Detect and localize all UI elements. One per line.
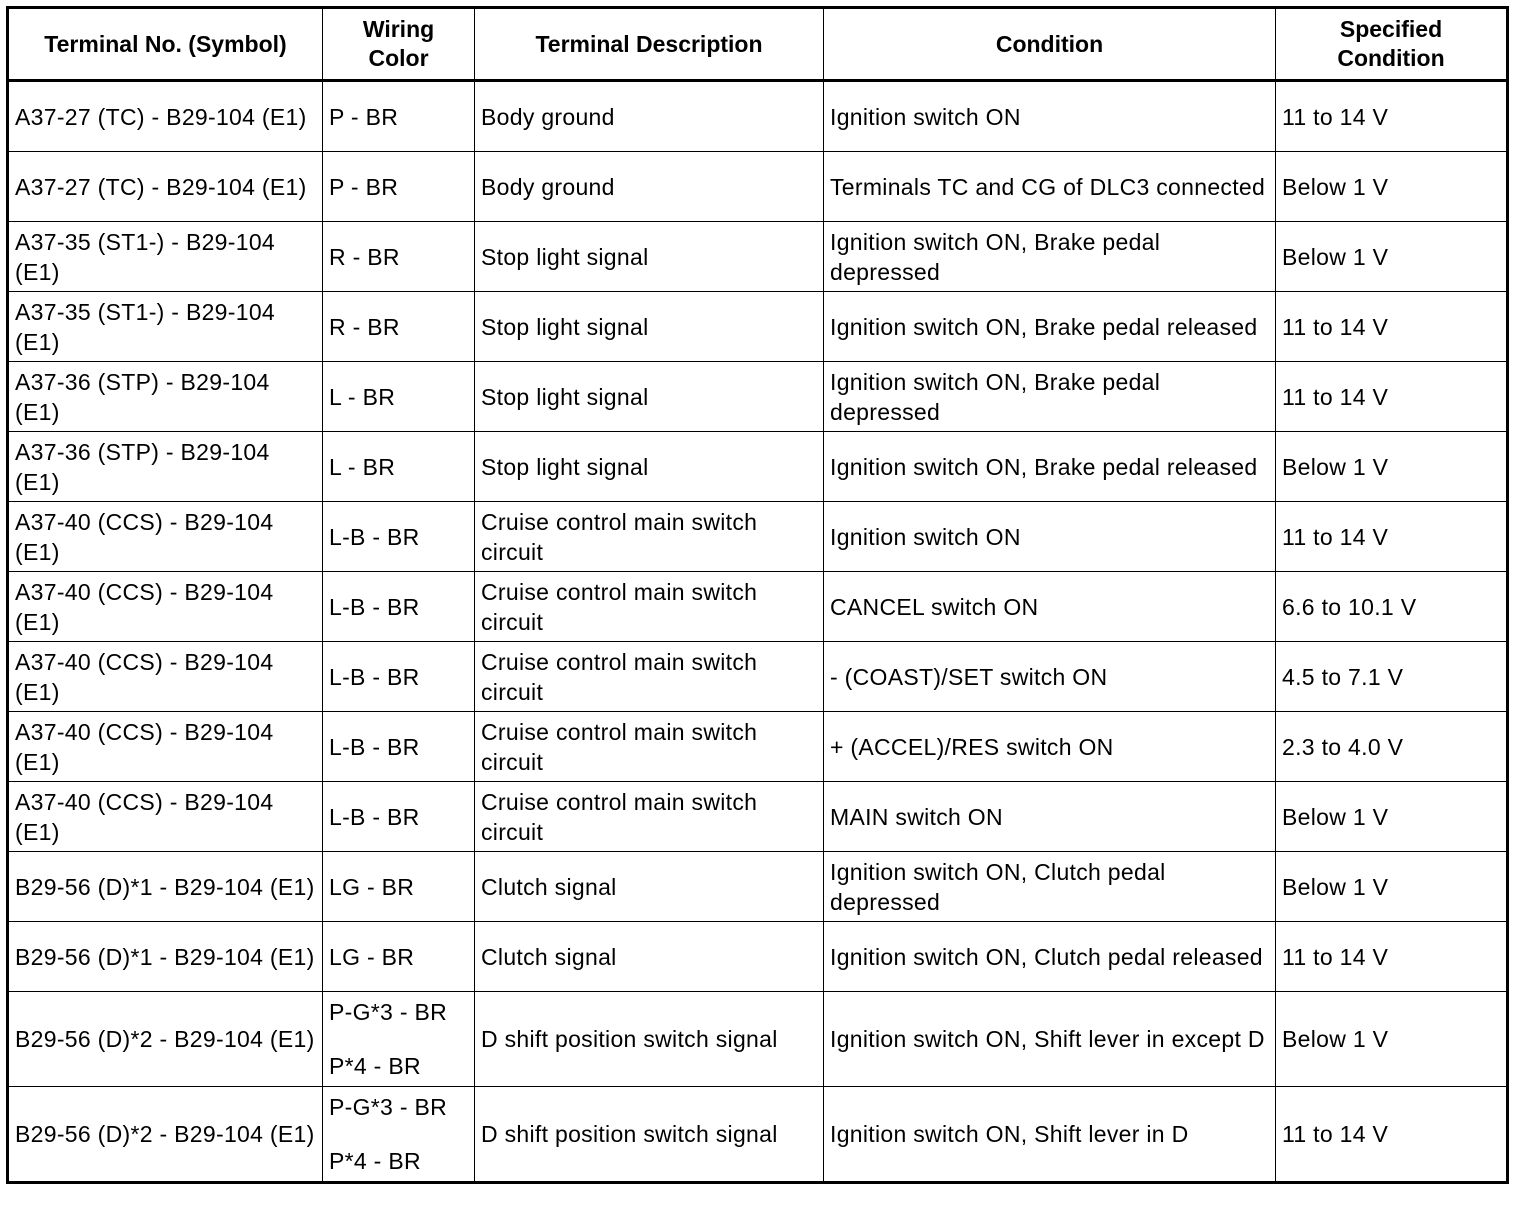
cell-specified: Below 1 V [1276,992,1508,1087]
wiring-value: LG - BR [329,943,415,970]
wiring-value: P-G*3 - BR [329,999,448,1025]
cell-condition: - (COAST)/SET switch ON [824,642,1276,712]
cell-description: Clutch signal [475,922,824,992]
header-specified-condition [1276,8,1508,81]
cell-condition: Ignition switch ON [824,81,1276,152]
cell-description: Cruise control main switch circuit [475,642,824,712]
cell-condition: Ignition switch ON, Shift lever in except D [824,992,1276,1087]
cell-description: Cruise control main switch circuit [475,782,824,852]
cell-specified: 11 to 14 V [1276,362,1508,432]
cell-specified: 11 to 14 V [1276,292,1508,362]
wiring-value: L-B - BR [329,663,420,690]
table-row [8,642,1508,712]
cell-specified: 6.6 to 10.1 V [1276,572,1508,642]
cell-terminal: A37-27 (TC) - B29-104 (E1) [8,81,323,152]
table-row [8,712,1508,782]
cell-terminal: A37-40 (CCS) - B29-104 (E1) [8,642,323,712]
cell-wiring [323,292,475,362]
cell-terminal: A37-27 (TC) - B29-104 (E1) [8,152,323,222]
wiring-value: P - BR [329,103,399,130]
table-row [8,432,1508,502]
cell-condition: Ignition switch ON, Brake pedal released [824,432,1276,502]
wiring-value: R - BR [329,243,400,270]
cell-description: Stop light signal [475,222,824,292]
cell-condition: Ignition switch ON, Brake pedal depressed [824,222,1276,292]
cell-terminal: A37-36 (STP) - B29-104 (E1) [8,432,323,502]
header-description: Terminal Description [475,8,824,81]
cell-wiring [323,222,475,292]
cell-specified: Below 1 V [1276,222,1508,292]
cell-condition: Ignition switch ON [824,502,1276,572]
table-row [8,1087,1508,1183]
cell-description: Stop light signal [475,432,824,502]
cell-condition: Ignition switch ON, Brake pedal depressed [824,362,1276,432]
cell-condition: Ignition switch ON, Brake pedal released [824,292,1276,362]
header-condition: Condition [824,8,1276,81]
wiring-value: L-B - BR [329,593,420,620]
cell-condition: Ignition switch ON, Clutch pedal released [824,922,1276,992]
cell-description: Body ground [475,152,824,222]
cell-specified: 11 to 14 V [1276,81,1508,152]
cell-description: Cruise control main switch circuit [475,712,824,782]
cell-wiring [323,642,475,712]
cell-specified: 11 to 14 V [1276,502,1508,572]
cell-description: Body ground [475,81,824,152]
cell-wiring [323,81,475,152]
cell-description: Stop light signal [475,362,824,432]
cell-condition: Terminals TC and CG of DLC3 connected [824,152,1276,222]
table-row [8,152,1508,222]
cell-specified: Below 1 V [1276,432,1508,502]
cell-wiring [323,992,475,1087]
cell-condition: CANCEL switch ON [824,572,1276,642]
cell-wiring [323,782,475,852]
table-row [8,81,1508,152]
cell-wiring [323,572,475,642]
cell-wiring [323,362,475,432]
table-row [8,222,1508,292]
cell-terminal: A37-40 (CCS) - B29-104 (E1) [8,502,323,572]
wiring-value: P-G*3 - BR [329,1094,448,1120]
cell-description: D shift position switch signal [475,1087,824,1183]
header-specified-line1: Specified [1339,16,1443,42]
table-row [8,992,1508,1087]
wiring-value: L-B - BR [329,803,420,830]
header-wiring-color [323,8,475,81]
cell-description: Clutch signal [475,852,824,922]
cell-wiring [323,152,475,222]
wiring-value: L - BR [329,383,396,410]
cell-terminal: A37-35 (ST1-) - B29-104 (E1) [8,222,323,292]
cell-terminal: A37-40 (CCS) - B29-104 (E1) [8,782,323,852]
wiring-value-alt: P*4 - BR [329,1053,421,1079]
cell-terminal: B29-56 (D)*2 - B29-104 (E1) [8,992,323,1087]
cell-condition: MAIN switch ON [824,782,1276,852]
cell-specified: 11 to 14 V [1276,922,1508,992]
wiring-value: LG - BR [329,873,415,900]
cell-terminal: A37-40 (CCS) - B29-104 (E1) [8,572,323,642]
cell-specified: 4.5 to 7.1 V [1276,642,1508,712]
cell-terminal: A37-35 (ST1-) - B29-104 (E1) [8,292,323,362]
wiring-value: L-B - BR [329,733,420,760]
cell-wiring [323,1087,475,1183]
cell-terminal: A37-40 (CCS) - B29-104 (E1) [8,712,323,782]
cell-wiring [323,712,475,782]
table-row [8,502,1508,572]
cell-description: Cruise control main switch circuit [475,572,824,642]
table-header [8,8,1508,81]
cell-description: Cruise control main switch circuit [475,502,824,572]
cell-specified: 2.3 to 4.0 V [1276,712,1508,782]
header-wiring-line2: Color [368,45,429,71]
cell-wiring [323,922,475,992]
table-row [8,362,1508,432]
wiring-value-alt: P*4 - BR [329,1148,421,1174]
cell-specified: 11 to 14 V [1276,1087,1508,1183]
cell-wiring [323,502,475,572]
table-row [8,922,1508,992]
header-row [8,8,1508,81]
cell-specified: Below 1 V [1276,852,1508,922]
header-specified-line2: Condition [1337,45,1445,71]
cell-specified: Below 1 V [1276,782,1508,852]
table-row [8,572,1508,642]
cell-condition: Ignition switch ON, Shift lever in D [824,1087,1276,1183]
cell-description: Stop light signal [475,292,824,362]
table-row [8,292,1508,362]
cell-specified: Below 1 V [1276,152,1508,222]
wiring-value: P - BR [329,173,399,200]
cell-terminal: B29-56 (D)*2 - B29-104 (E1) [8,1087,323,1183]
wiring-value: R - BR [329,313,400,340]
cell-terminal: B29-56 (D)*1 - B29-104 (E1) [8,852,323,922]
cell-wiring [323,852,475,922]
table-row [8,782,1508,852]
cell-description: D shift position switch signal [475,992,824,1087]
cell-terminal: A37-36 (STP) - B29-104 (E1) [8,362,323,432]
header-wiring-line1: Wiring [362,16,435,42]
cell-wiring [323,432,475,502]
terminal-spec-table [6,6,1509,1184]
cell-condition: + (ACCEL)/RES switch ON [824,712,1276,782]
cell-condition: Ignition switch ON, Clutch pedal depressed [824,852,1276,922]
wiring-value: L-B - BR [329,523,420,550]
wiring-value: L - BR [329,453,396,480]
cell-terminal: B29-56 (D)*1 - B29-104 (E1) [8,922,323,992]
table-row [8,852,1508,922]
header-terminal: Terminal No. (Symbol) [8,8,323,81]
table-body [8,81,1508,1183]
